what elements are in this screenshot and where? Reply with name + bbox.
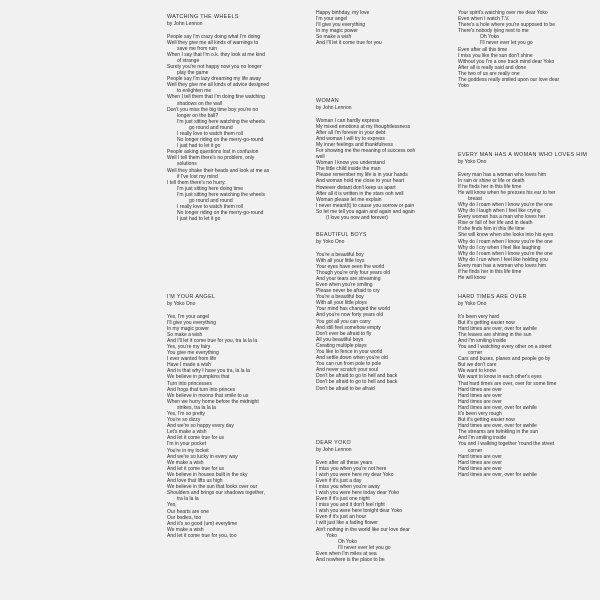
lyric-line: My mixed emotions at my thoughtlessness [316, 123, 411, 130]
lyric-line: Why do I roam when I know you're the one [458, 201, 553, 208]
lyric-line: Turn into princesses [167, 380, 212, 387]
lyric-line: I'm just sitting here doing time [177, 185, 243, 192]
lyric-line: And let it come true for you, too [167, 532, 237, 539]
lyric-line: solutions [177, 161, 197, 168]
lyric-line: Hard times are over, over for awhile [458, 471, 537, 478]
lyric-line: I'm in your pocket [167, 441, 207, 448]
lyric-line: And your tears are streaming [316, 275, 381, 282]
lyric-line: I wilt just like a fading flower [316, 520, 378, 527]
lyric-line: (I love you now and forever) [326, 215, 388, 221]
lyric-line: Cars and buses, planes and people go by [458, 356, 551, 363]
lyric-line: Well they give me all kinds of warnings to [167, 39, 259, 46]
lyric-line: Hard times are over, over for awhile [458, 325, 537, 332]
song-block [458, 294, 590, 478]
lyric-line: Hard times are over [458, 398, 502, 405]
song-author: by Yoko Ono [458, 301, 487, 307]
lyric-line: Creating multiple plays [316, 342, 367, 349]
lyric-line: tra la la la [177, 496, 199, 503]
lyric-line: With all your little toys [316, 257, 365, 264]
lyric-line: You're a beautiful boy [316, 251, 364, 258]
lyric-line: We want to know in each other's eyes [458, 374, 542, 381]
song-block [316, 440, 456, 563]
lyric-line: And I'm smiling inside [458, 435, 507, 442]
lyric-line: And is that why I have you tra, la la la [167, 368, 250, 375]
lyric-line: So let me tell you again and again and again [316, 208, 415, 215]
lyric-line: I really love to watch them roll [177, 204, 243, 211]
lyric-line: Woman I can hardly express [316, 117, 380, 124]
lyric-line: You and I watching every other on a street [458, 343, 552, 350]
song-title: I'M YOUR ANGEL [167, 294, 216, 300]
lyric-line: Every man has a woman who loves him [458, 262, 547, 269]
lyric-line: And we're so happy every day [167, 423, 234, 430]
lyric-line: You can run from pole to pole [316, 361, 382, 368]
song-title: WOMAN [316, 98, 340, 104]
lyric-line: Hard times are over [458, 386, 502, 393]
lyric-line: Without you I'm a one track mind dear Yoko [458, 58, 555, 65]
lyric-line: She will know when she looks into his eyes [458, 232, 554, 239]
lyric-line: We want to know [458, 368, 496, 375]
lyric-line: You like to fence in your world [316, 349, 383, 355]
lyric-line: And let it come true for us [167, 465, 224, 472]
lyric-line: Don't be afraid to be afraid [316, 385, 375, 392]
lyric-line: if I've lost my mind [177, 173, 218, 180]
lyric-line: You're in my locket [167, 447, 209, 454]
lyric-line: He will know [458, 275, 486, 282]
lyric-line: save me from ruin [177, 45, 218, 52]
lyric-line: I wish you were here my dear Yoko [316, 471, 394, 478]
lyric-line: Even when you're smiling [316, 281, 373, 288]
lyric-line: strikes, tra la la la [177, 404, 216, 411]
lyric-line: And frogs that turn into princes [167, 386, 236, 393]
song-title: HARD TIMES ARE OVER [458, 294, 527, 300]
song-author: by John Lennon [316, 105, 352, 111]
song-block [458, 152, 590, 281]
lyric-line: And woman hold me close to your heart [316, 178, 405, 185]
lyric-line: With all your little ploys [316, 300, 367, 307]
lyrics-lines [167, 314, 307, 539]
lyric-line: Why do I cry when I feel like laughing [458, 244, 541, 251]
lyric-line: Hard times are over, over for awhile [458, 404, 537, 411]
lyric-line: We believe in houses built in the sky [167, 471, 248, 478]
song-block [167, 14, 307, 222]
lyric-line: I just had to let it go [177, 216, 221, 223]
song-title: DEAR YOKO [316, 440, 352, 446]
lyric-line: You and I walking together 'round the street [458, 441, 555, 448]
lyric-line: to enlighten me [177, 88, 212, 95]
lyric-line: In rain or shine or life or death [458, 177, 525, 184]
lyric-line: I miss you when you're not here [316, 465, 387, 472]
lyric-line: People say I'm lazy dreaming my life away [167, 76, 262, 83]
lyric-line: Yes, I'm so pretty [167, 411, 206, 417]
lyric-line: of strange [177, 57, 200, 64]
lyric-line: corner [468, 447, 483, 454]
lyric-line: Hard times are over [458, 465, 502, 472]
lyric-line: I'm just sitting here watching the wheels [177, 118, 265, 125]
lyric-line: Well they give me all kinds of advice designed [167, 82, 269, 89]
lyric-line: corner [468, 350, 483, 357]
lyric-line: I miss you like the sun don't shine [458, 52, 533, 59]
lyric-line: go round and round [189, 124, 233, 131]
lyric-line: There's a hole where you're supposed to be [458, 22, 555, 29]
lyric-line: I'll never ever let you go [338, 544, 391, 551]
song-author: by Yoko Ono [167, 301, 196, 307]
lyric-line: Every man has a woman who loves him [458, 171, 547, 178]
lyric-line: You're so dizzy [167, 417, 201, 424]
lyric-line: Don't be afraid to go to hell and back [316, 373, 398, 380]
lyric-line: The goddess really smiled upon our love dear [458, 77, 560, 84]
lyric-line: Every woman has a man who loves her [458, 214, 546, 221]
lyric-line: After all I'm forever in your debt [316, 129, 386, 136]
lyric-line: Even if it's just an hour [316, 514, 367, 521]
lyric-line: play the game [177, 70, 209, 77]
lyric-line: I never meant(t) to cause you sorrow or pain [316, 202, 415, 209]
lyric-line: And I'll let it come true for you, tra la la la [167, 337, 258, 344]
lyric-line: It's been very hard [458, 313, 499, 320]
lyric-line: I wish you were here tonight dear Yoko [316, 508, 402, 515]
lyric-line: In my magic power [316, 28, 358, 35]
lyric-line: My inner feelings and thankfulness [316, 141, 393, 148]
lyric-line: Even after all this time [458, 46, 508, 53]
lyric-line: Have I made a wish [167, 362, 211, 369]
lyric-line: We believe in pumpkins that [167, 374, 230, 381]
lyric-line: I'm your angel [316, 16, 348, 23]
song-block [316, 98, 456, 221]
lyric-line: And love that lifts us high [167, 478, 223, 485]
lyric-line: If he finds her in this life time [458, 183, 522, 190]
song-block [458, 10, 590, 89]
lyric-line: Happy birthday, my love [316, 10, 370, 16]
lyrics-lines [316, 118, 456, 222]
lyric-line: well [316, 154, 325, 161]
lyric-line: go round and round [189, 198, 233, 205]
lyric-line: Oh Yoko [338, 538, 357, 545]
lyric-line: I miss you and it don't feel right [316, 502, 385, 509]
lyric-line: Woman please let me explain [316, 196, 382, 203]
lyric-line: I'll never ever let you go [480, 40, 533, 47]
lyric-line: I ever wanted from life [167, 356, 217, 363]
lyric-line: Your mind has changed the world [316, 306, 391, 313]
lyric-line: In my magic power [167, 325, 209, 332]
lyric-line: Our bodies, too [167, 514, 202, 521]
lyric-line: The little child inside the man [316, 166, 381, 173]
lyric-line: After all is really said and done [458, 64, 527, 71]
lyrics-lines [167, 34, 307, 223]
song-title: BEAUTIFUL BOYS [316, 232, 367, 238]
lyric-line: Shoulders and brings our shadows together, [167, 490, 265, 497]
lyric-line: Let's make a wish [167, 429, 207, 436]
lyric-line: And let it come true for us [167, 435, 224, 442]
lyric-line: Though you're only four years old [316, 269, 391, 276]
lyric-line: Yes, [167, 502, 177, 509]
lyric-line: When we hurry home before the midnight [167, 398, 259, 405]
lyric-line: Ain't nothing in the world like our love dear [316, 526, 410, 533]
lyric-line: People say I'm crazy doing what I'm doing [167, 33, 261, 40]
lyric-line: Even when I watch T.V. [458, 16, 510, 23]
song-title: EVERY MAN HAS A WOMAN WHO LOVES HIM [458, 152, 588, 158]
lyric-line: I'm just sitting here watching the wheels [177, 191, 265, 198]
lyrics-lines [458, 172, 590, 282]
lyric-line: Even if it's just a day [316, 477, 362, 484]
lyric-line: shadows on the wall [177, 100, 223, 107]
lyric-line: Even after all these years [316, 459, 373, 466]
lyric-line: I wish you were here today dear Yoko [316, 489, 400, 496]
lyric-line: And it's so good (um) everytime [167, 520, 238, 527]
lyric-line: Surely you're not happy now you no longer [167, 63, 262, 70]
lyric-line: But we don't care [458, 362, 497, 369]
lyric-line: Yes, you're my fairy [167, 343, 211, 350]
lyric-line: It's been very rough [458, 411, 502, 417]
lyrics-lines [316, 460, 456, 564]
lyric-line: Hard times are over [458, 392, 502, 399]
lyric-line: Don't you miss the big time boy you're no [167, 106, 259, 113]
lyric-line: No longer riding on the merry-go-round [177, 137, 264, 144]
lyric-line: And never scratch your soul [316, 367, 378, 374]
lyric-line: breast [468, 195, 482, 202]
lyric-line: If he finds her in this life time [458, 269, 522, 275]
lyric-line: And I'm smiling inside [458, 337, 507, 344]
lyric-line: After all it is written in the stars ooh well [316, 190, 404, 197]
lyric-line: You're a beautiful boy [316, 294, 364, 301]
lyric-line: The two of us are really one [458, 70, 520, 77]
song-title: WATCHING THE WHEELS [167, 14, 239, 20]
song-block [167, 294, 307, 539]
lyric-line: Yoko [326, 532, 337, 539]
lyric-line: And woman I will try to express [316, 135, 385, 142]
song-author: by Yoko Ono [316, 239, 345, 245]
lyric-line: Hard times are over [458, 459, 502, 466]
lyric-line: Why do I roam when I know you're the one [458, 238, 553, 245]
lyric-line: And nowhere is the place to be [316, 557, 385, 563]
lyric-line: Don't be afraid to go to hell and back [316, 379, 398, 386]
lyric-line: Why do I roam when I know you're the one [458, 250, 553, 257]
lyric-line: Even if it's just one night [316, 496, 370, 503]
lyric-line: The leaves are shining in the sun [458, 331, 532, 338]
lyric-line: The streams are twinkling in the sun [458, 429, 539, 436]
song-block [316, 232, 456, 392]
lyric-line: We believe in moons that smile to us [167, 392, 249, 399]
lyrics-lines [458, 314, 590, 479]
lyric-line: I just had to let it go [177, 143, 221, 150]
lyric-line: Why do I run when I feel like holding you [458, 256, 548, 263]
lyric-line: Our hearts are one [167, 508, 209, 515]
song-author: by John Lennon [316, 447, 352, 453]
lyric-line: I tell them there's no hurry. [167, 179, 226, 186]
lyric-line: He will know when he presses his ear to her [458, 189, 556, 196]
lyric-line: Oh Yoko [480, 34, 499, 41]
lyric-line: Hard times are over, over for awhile [458, 423, 537, 430]
lyric-line: So make a wish [316, 34, 352, 41]
lyric-line: We believe in the sun that looks over our [167, 484, 258, 491]
lyrics-lines [316, 10, 456, 47]
lyric-line: Don't ever be afraid to fly [316, 330, 372, 337]
song-block [316, 10, 456, 47]
lyric-line: Please never be afraid to cry [316, 288, 380, 295]
lyric-line: When I say that I'm o.k. they look at me kind [167, 51, 265, 58]
lyric-line: And settle down when you're old [316, 355, 388, 362]
lyric-line: We make a wish [167, 526, 204, 533]
lyric-line: That hard times are over, over for some time [458, 380, 557, 387]
lyric-line: Rise or fall of her life and in death [458, 220, 533, 227]
lyric-line: Even when I'm miles at sea [316, 550, 377, 557]
lyric-line: But it's getting easier now [458, 319, 515, 326]
song-author: by Yoko Ono [458, 159, 487, 165]
lyric-line: So make a wish [167, 331, 203, 338]
lyric-line: No longer riding on the merry-go-round [177, 210, 264, 217]
lyric-line: I really love to watch them roll [177, 131, 243, 137]
lyric-line: All you beautiful boys [316, 336, 364, 343]
lyric-line: And we're so lucky in every way [167, 453, 238, 460]
lyric-line: Your spirit's watching over me dear Yoko [458, 10, 548, 16]
lyric-line: And you're now forty years old [316, 312, 384, 319]
lyric-line: But it's getting easier now [458, 417, 515, 424]
lyric-line: longer on the ball? [177, 112, 219, 119]
lyric-line: There's nobody lying next to me [458, 28, 529, 35]
lyrics-lines [316, 252, 456, 392]
lyric-line: Well they shake their heads and look at me as [167, 167, 270, 174]
lyric-line: Woman I know you understand [316, 160, 385, 167]
lyric-line: For showing me the meaning of success ooh [316, 147, 416, 154]
lyric-line: When I tell them that I'm doing fine watching [167, 94, 265, 101]
lyric-line: We make a wish [167, 459, 204, 466]
lyric-line: You got all you can carry [316, 318, 371, 325]
lyric-line: People asking questions lost in confusion [167, 149, 259, 156]
lyric-line: Yes, I'm your angel [167, 313, 210, 320]
lyric-line: And still feel somehow empty [316, 324, 381, 331]
lyric-line: Please remember my life is in your hands [316, 172, 408, 179]
lyric-line: I'll give you everything [316, 22, 366, 29]
lyric-line: I'll give you everything [167, 319, 217, 326]
lyric-line: Why do I laugh when I feel like crying [458, 208, 541, 215]
lyric-line: I miss you when you're away [316, 483, 380, 490]
lyric-line: However distant don't keep us apart [316, 184, 396, 191]
lyric-line: If she finds him in this life time [458, 226, 525, 233]
lyric-line: Your eyes have seen the world [316, 263, 385, 270]
lyric-line: Well I tell them there's no problem, only [167, 155, 255, 162]
lyric-line: And I'll let it come true for you [316, 40, 382, 47]
song-author: by John Lennon [167, 21, 203, 27]
lyric-line: Yoko [458, 83, 469, 90]
lyric-line: You give me everything [167, 350, 219, 357]
lyric-line: Hard times are over [458, 453, 502, 460]
lyrics-lines [458, 10, 590, 89]
